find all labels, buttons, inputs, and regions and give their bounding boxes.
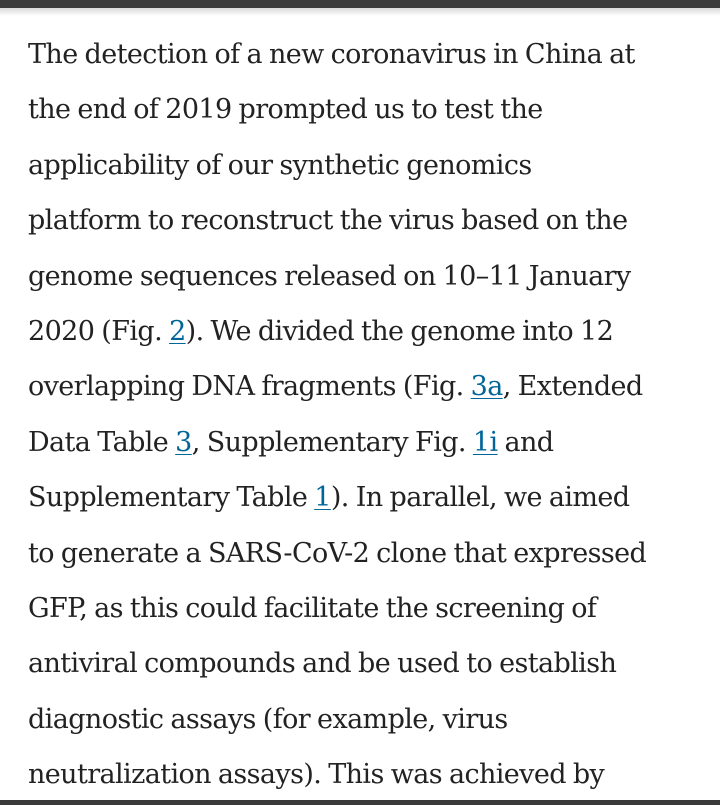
reference-link[interactable]: 1 [314, 482, 331, 514]
text-segment: The detection of a new coronavirus in China at [28, 39, 635, 70]
paragraph-line [28, 193, 708, 248]
text-segment: and [497, 426, 554, 458]
text-segment: neutralization assays). This was achieved by [28, 759, 605, 791]
text-segment: platform to reconstruct the virus based on the [28, 205, 628, 237]
paragraph-line [28, 27, 708, 82]
paragraph-line [28, 359, 708, 414]
text-segment: 2020 (Fig. [28, 316, 170, 348]
text-segment: to generate a SARS-CoV-2 clone that expressed [28, 537, 647, 569]
reference-link[interactable]: 2 [169, 316, 186, 348]
top-app-bar [0, 0, 720, 8]
paragraph-text [28, 27, 708, 803]
text-segment: , Extended [502, 371, 643, 403]
text-segment: overlapping DNA fragments (Fig. [28, 371, 471, 403]
paragraph-line [28, 747, 708, 802]
paragraph-line [28, 636, 708, 691]
text-segment: Data Table [28, 426, 176, 458]
text-segment: , Supplementary Fig. [191, 426, 473, 458]
text-segment: ). In parallel, we aimed [330, 482, 630, 514]
text-segment: genome sequences released on 10–11 January [28, 260, 631, 292]
paragraph-line [28, 692, 708, 747]
paragraph-line [28, 304, 708, 359]
text-segment: GFP, as this could facilitate the screening of [28, 593, 597, 625]
paragraph-line [28, 526, 708, 581]
text-segment: applicability of our synthetic genomics [28, 149, 532, 181]
reference-link[interactable]: 3a [470, 371, 503, 403]
bottom-bar [0, 800, 720, 805]
reference-link[interactable]: 1i [472, 426, 498, 458]
paragraph-line [28, 82, 708, 137]
text-segment: antiviral compounds and be used to establish [28, 648, 617, 680]
text-segment: diagnostic assays (for example, virus [28, 703, 508, 735]
app-bar-shadow [0, 8, 720, 16]
paragraph-line [28, 470, 708, 525]
text-segment: Supplementary Table [28, 482, 315, 514]
paragraph-line [28, 581, 708, 636]
paragraph-line [28, 415, 708, 470]
article-paragraph [28, 27, 708, 803]
text-segment: ). We divided the genome into 12 [185, 316, 614, 348]
text-segment: the end of 2019 prompted us to test the [28, 94, 543, 126]
reference-link[interactable]: 3 [175, 426, 192, 458]
paragraph-line [28, 249, 708, 304]
paragraph-line [28, 138, 708, 193]
